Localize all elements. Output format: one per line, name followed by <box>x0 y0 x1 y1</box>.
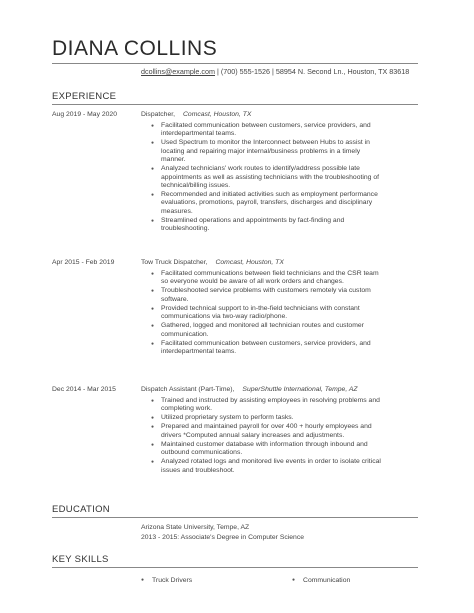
job-company: Comcast, Houston, TX <box>215 259 284 266</box>
job-bullet: ● Provided technical support to in-the-field technicians with constant communications via two-way radio/phone. <box>151 305 386 322</box>
email-link[interactable]: dcollins@example.com <box>141 67 216 76</box>
job-bullet: ● Utilized proprietary system to perform tasks. <box>151 414 386 422</box>
experience-divider <box>52 104 418 105</box>
address: 58954 N. Second Ln., Houston, TX 83618 <box>275 67 410 76</box>
job-bullets <box>151 122 386 234</box>
job-bullet: ● Recommended and initiated activities such as employment performance evaluations, promotions, payroll, transfers, discharges and disciplinary measures. <box>151 191 386 216</box>
job-bullet: ● Used Spectrum to monitor the Interconnect between Hubs to assist in locating and repairing major internal/business problems in a timely manner. <box>151 139 386 164</box>
job-bullet: ● Facilitated communications between field technicians and the CSR team so everyone would be aware of all work orders and changes. <box>151 270 386 287</box>
job-bullet: ● Facilitated communication between customers, service providers, and interdepartmental teams. <box>151 122 386 139</box>
education-school: Arizona State University, Tempe, AZ <box>141 524 250 531</box>
job-bullet: ● Maintained customer database with information through inbound and outbound communications. <box>151 441 386 458</box>
bullet-icon: ● <box>141 577 145 583</box>
phone-number: (700) 555-1526 <box>220 67 271 76</box>
job-company: Comcast, Houston, TX <box>183 111 252 118</box>
job-bullet: ● Trained and instructed by assisting employees in resolving problems and completing work. <box>151 397 386 414</box>
education-divider <box>52 517 418 518</box>
job-title <box>141 386 358 393</box>
job-company: SuperShuttle International, Tempe, AZ <box>242 386 358 393</box>
job-bullet: ● Analyzed rotated logs and monitored live events in order to isolate critical issues and troubleshoot. <box>151 458 386 475</box>
education-heading: EDUCATION <box>52 504 110 515</box>
job-bullets <box>151 270 386 357</box>
skills-divider <box>52 567 418 568</box>
job-title <box>141 259 284 266</box>
job-bullet: ● Facilitated communication between customers, service providers, and interdepartmental teams. <box>151 340 386 357</box>
experience-heading: EXPERIENCE <box>52 91 117 102</box>
job-title <box>141 111 251 118</box>
bullet-icon: ● <box>292 577 296 583</box>
job-role: Dispatcher, <box>141 111 176 118</box>
job-bullet: ● Gathered, logged and monitored all technician routes and customer communication. <box>151 322 386 339</box>
skill-item <box>292 577 350 584</box>
skill-label: Truck Drivers <box>152 577 193 584</box>
skill-item <box>141 577 192 584</box>
candidate-name: DIANA COLLINS <box>52 37 218 60</box>
skill-label: Communication <box>303 577 351 584</box>
education-degree: 2013 - 2015: Associate's Degree in Computer Science <box>141 534 305 541</box>
job-role: Dispatch Assistant (Part-Time), <box>141 386 235 393</box>
job-bullet: ● Streamlined operations and appointments by fact-finding and troubleshooting. <box>151 217 386 234</box>
skills-heading: KEY SKILLS <box>52 554 109 565</box>
job-bullet: ● Prepared and maintained payroll for over 400 + hourly employees and drivers *Computed annual salary increases and adjustments. <box>151 423 386 440</box>
job-dates: Apr 2015 - Feb 2019 <box>52 259 115 266</box>
contact-separator: | <box>217 67 219 76</box>
job-bullet: ● Troubleshooted service problems with customers remotely via custom software. <box>151 287 386 304</box>
job-bullet: ● Analyzed technicians' work routes to identify/address possible late appointments as well as assisting technicians with the troubleshooting of technical/billing issues. <box>151 165 386 190</box>
contact-line <box>141 67 409 76</box>
header-divider <box>52 63 418 64</box>
job-role: Tow Truck Dispatcher, <box>141 259 208 266</box>
job-dates: Dec 2014 - Mar 2015 <box>52 386 116 393</box>
job-dates: Aug 2019 - May 2020 <box>52 111 117 118</box>
job-bullets <box>151 397 386 476</box>
contact-separator: | <box>272 67 274 76</box>
